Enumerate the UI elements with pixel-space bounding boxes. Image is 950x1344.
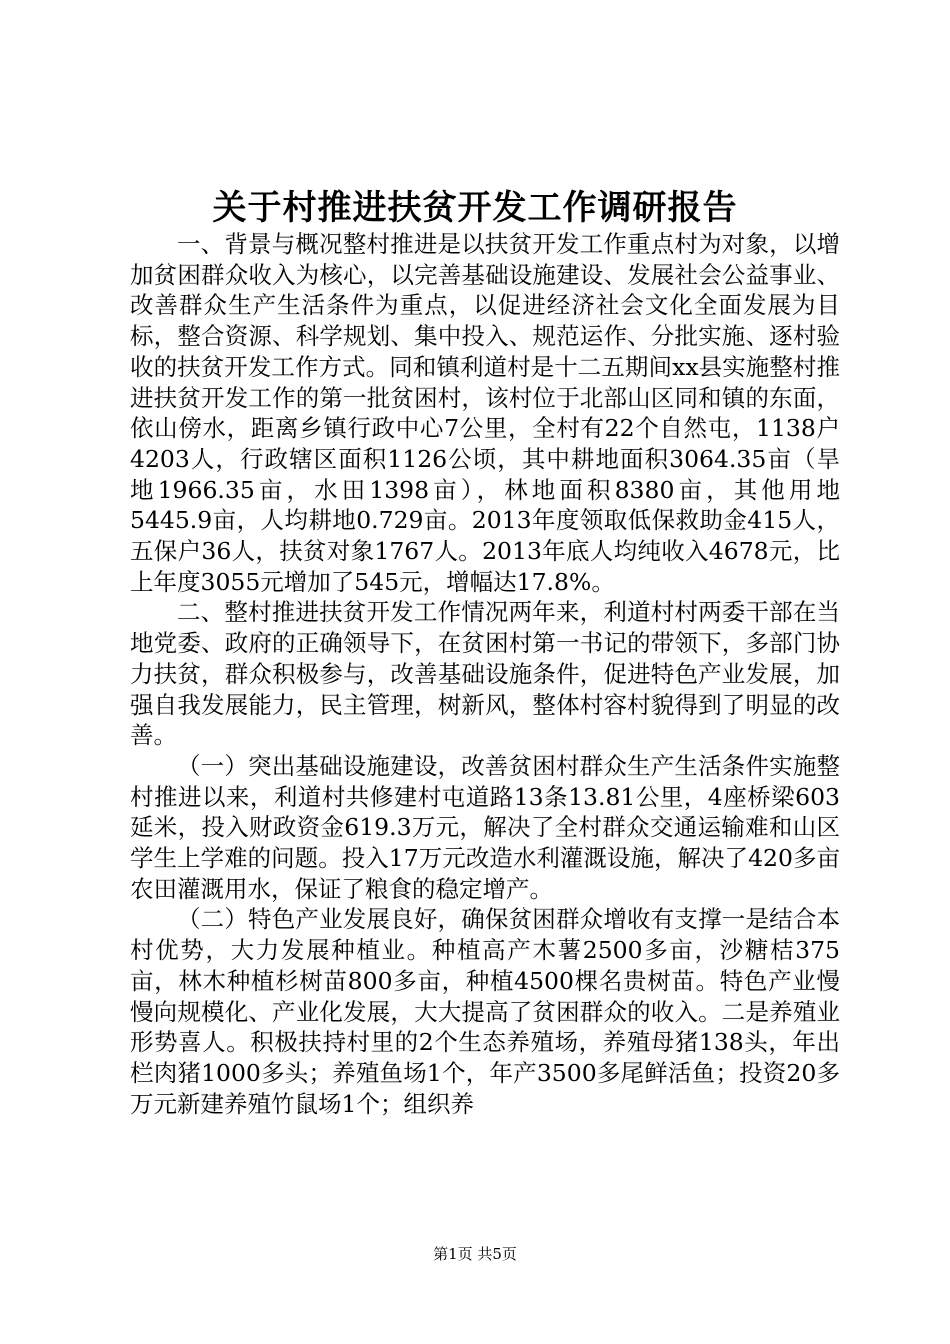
document-title: 关于村推进扶贫开发工作调研报告 (212, 188, 738, 228)
paragraph-background: 一、背景与概况整村推进是以扶贫开发工作重点村为对象，以增加贫困群众收入为核心，以完善基础设施建设、发展社会公益事业、改善群众生产生活条件为重点，以促进经济社会文化全面发展为目标，整合资源、科学规划、集中投入、规范运作、分批实施、逐村验收的扶贫开发工作方式。同和镇利道村是十二五期间xx县实施整村推进扶贫开发工作的第一批贫困村，该村位于北部山区同和镇的东面，依山傍水，距离乡镇行政中心7公里，全村有22个自然屯，1138户4203人，行政辖区面积1126公顷，其中耕地面积3064.35亩（旱地1966.35亩，水田1398亩），林地面积8380亩，其他用地5445.9亩，人均耕地0.729亩。2013年度领取低保救助金415人，五保户36人，扶贫对象1767人。2013年底人均纯收入4678元，比上年度3055元增加了545元，增幅达17.8%。 (130, 230, 840, 596)
paragraph-work-status: 二、整村推进扶贫开发工作情况两年来，利道村村两委干部在当地党委、政府的正确领导下，在贫困村第一书记的带领下，多部门协力扶贫，群众积极参与，改善基础设施条件，促进特色产业发展，加强自我发展能力，民主管理，树新风，整体村容村貌得到了明显的改善。 (130, 598, 840, 750)
paragraph-infrastructure: （一）突出基础设施建设，改善贫困村群众生产生活条件实施整村推进以来，利道村共修建村屯道路13条13.81公里，4座桥梁603延米，投入财政资金619.3万元，解决了全村群众交通运输难和山区学生上学难的问题。投入17万元改造水利灌溉设施，解决了420多亩农田灌溉用水，保证了粮食的稳定增产。 (130, 751, 840, 903)
paragraph-industry: （二）特色产业发展良好，确保贫困群众增收有支撑一是结合本村优势，大力发展种植业。种植高产木薯2500多亩，沙糖桔375亩，林木种植杉树苗800多亩，种植4500棵名贵树苗。特色产业慢慢向规模化、产业化发展，大大提高了贫困群众的收入。二是养殖业形势喜人。积极扶持村里的2个生态养殖场，养殖母猪138头，年出栏肉猪1000多头；养殖鱼场1个，年产3500多尾鲜活鱼；投资20多万元新建养殖竹鼠场1个；组织养 (130, 905, 840, 1118)
document-body (130, 229, 840, 1119)
page-number-footer: 第1页 共5页 (433, 1245, 517, 1263)
